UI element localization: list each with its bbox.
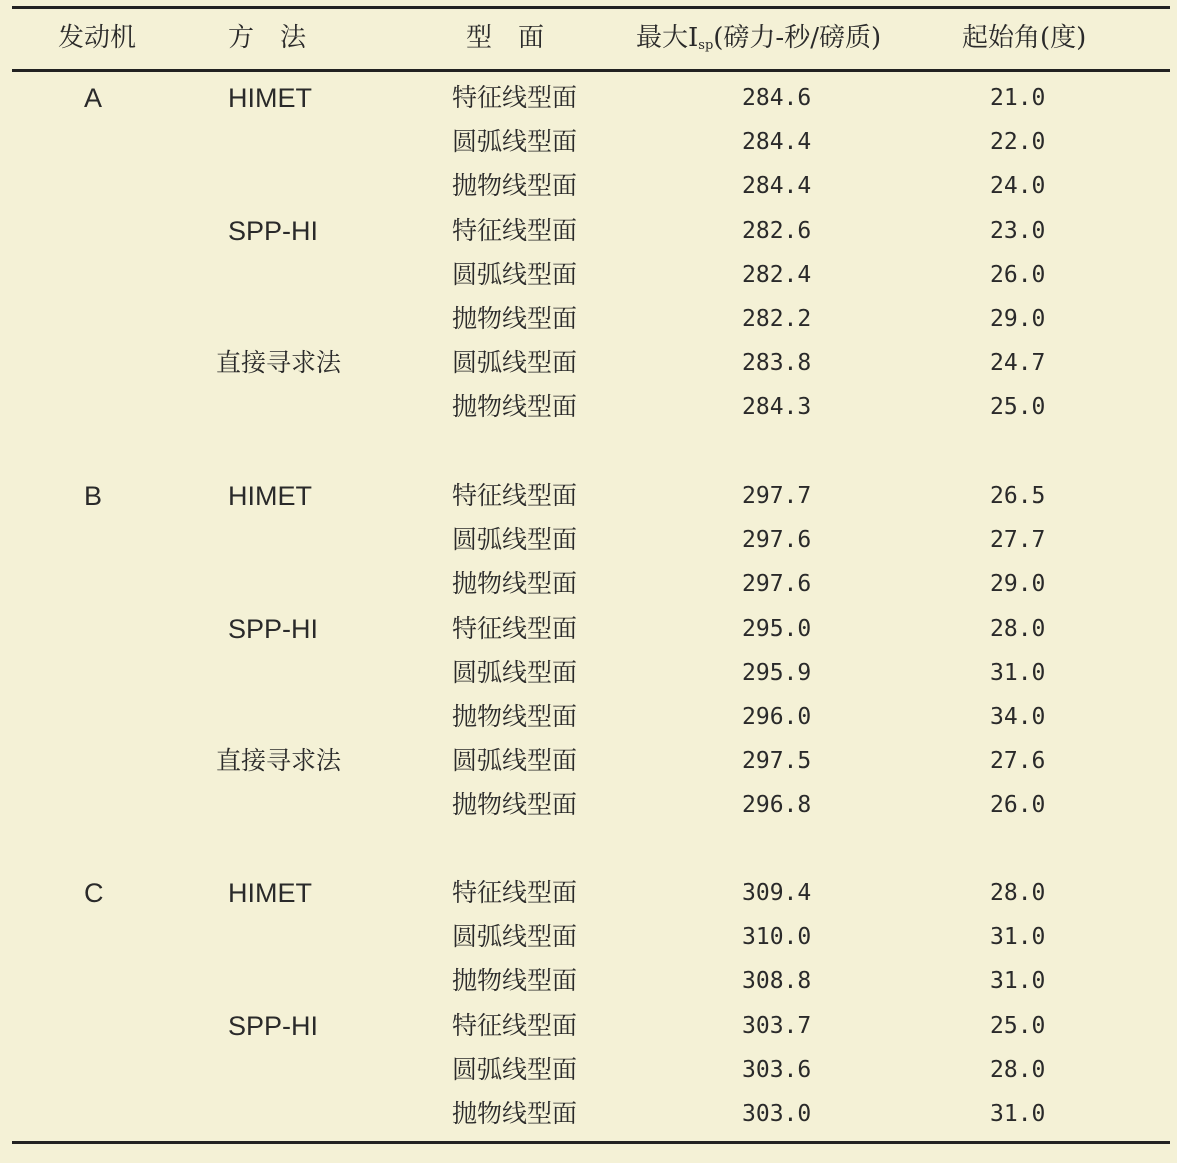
isp-cell: 284.6	[742, 85, 812, 111]
isp-cell: 284.3	[742, 394, 812, 421]
engine-label: C	[84, 878, 104, 908]
isp-cell: 297.6	[742, 527, 812, 554]
engine-label: B	[84, 481, 103, 511]
profile-cell: 特征线型面	[452, 481, 578, 510]
isp-cell: 284.4	[742, 129, 812, 156]
angle-cell: 26.5	[990, 483, 1046, 509]
method-label: SPP-HI	[228, 215, 319, 246]
profile-cell: 抛物线型面	[452, 304, 578, 333]
angle-cell: 21.0	[990, 85, 1046, 111]
method-label: HIMET	[228, 481, 312, 511]
profile-cell: 圆弧线型面	[452, 657, 578, 687]
angle-cell: 27.6	[990, 748, 1046, 775]
angle-cell: 25.0	[990, 1012, 1046, 1039]
isp-cell: 282.2	[742, 306, 812, 332]
isp-cell: 297.6	[742, 571, 812, 598]
method-label: SPP-HI	[228, 613, 319, 644]
angle-cell: 23.0	[990, 217, 1046, 244]
method-label: 直接寻求法	[216, 746, 342, 776]
header-engine: 发动机	[58, 23, 137, 53]
method-label: 直接寻求法	[216, 348, 342, 378]
isp-cell: 297.7	[742, 483, 812, 509]
header-angle: 起始角(度)	[962, 23, 1087, 53]
isp-cell: 282.4	[742, 261, 812, 288]
profile-cell: 特征线型面	[452, 613, 578, 643]
isp-cell: 308.8	[742, 968, 812, 995]
profile-cell: 特征线型面	[452, 1010, 578, 1040]
method-label: HIMET	[228, 878, 312, 908]
isp-cell: 284.4	[742, 173, 812, 200]
isp-cell: 282.6	[742, 217, 812, 244]
angle-cell: 31.0	[990, 924, 1046, 951]
angle-cell: 26.0	[990, 261, 1046, 288]
angle-cell: 22.0	[990, 129, 1046, 156]
angle-cell: 24.0	[990, 173, 1046, 200]
isp-cell: 283.8	[742, 350, 812, 377]
isp-cell: 310.0	[742, 924, 812, 951]
header-isp-unit: (磅力-秒/磅质)	[713, 23, 882, 53]
isp-cell: 303.0	[742, 1101, 812, 1127]
profile-cell: 抛物线型面	[452, 1099, 578, 1128]
isp-cell: 309.4	[742, 880, 812, 906]
bottom-rule	[12, 1141, 1170, 1144]
isp-cell: 297.5	[742, 748, 812, 775]
method-label: HIMET	[228, 83, 312, 113]
profile-cell: 抛物线型面	[452, 702, 578, 731]
profile-cell: 圆弧线型面	[452, 1054, 578, 1084]
angle-cell: 34.0	[990, 704, 1046, 730]
header-method: 方 法	[228, 23, 307, 53]
header-isp	[636, 18, 881, 58]
profile-cell: 抛物线型面	[452, 790, 578, 820]
profile-cell: 特征线型面	[452, 215, 578, 245]
angle-cell: 29.0	[990, 571, 1046, 598]
angle-cell: 29.0	[990, 306, 1046, 332]
angle-cell: 31.0	[990, 1101, 1046, 1127]
angle-cell: 27.7	[990, 527, 1046, 554]
profile-cell: 特征线型面	[452, 83, 578, 112]
header-rule	[12, 69, 1170, 72]
profile-cell: 圆弧线型面	[452, 922, 578, 952]
profile-cell: 抛物线型面	[452, 569, 578, 599]
angle-cell: 26.0	[990, 792, 1046, 819]
profile-cell: 特征线型面	[452, 878, 578, 907]
isp-cell: 295.0	[742, 615, 812, 642]
angle-cell: 28.0	[990, 880, 1046, 906]
profile-cell: 圆弧线型面	[452, 525, 578, 555]
profile-cell: 抛物线型面	[452, 171, 578, 201]
isp-cell: 295.9	[742, 659, 812, 686]
angle-cell: 31.0	[990, 659, 1046, 686]
header-profile: 型 面	[466, 23, 545, 53]
angle-cell: 24.7	[990, 350, 1046, 377]
isp-cell: 296.8	[742, 792, 812, 819]
header-isp-main: 最大I	[636, 23, 699, 53]
isp-cell: 303.6	[742, 1056, 812, 1083]
angle-cell: 28.0	[990, 1056, 1046, 1083]
profile-cell: 圆弧线型面	[452, 348, 578, 378]
method-label: SPP-HI	[228, 1010, 319, 1041]
top-rule	[12, 6, 1170, 9]
angle-cell: 28.0	[990, 615, 1046, 642]
isp-cell: 303.7	[742, 1012, 812, 1039]
angle-cell: 25.0	[990, 394, 1046, 421]
engine-label: A	[84, 83, 103, 113]
profile-cell: 抛物线型面	[452, 966, 578, 996]
profile-cell: 圆弧线型面	[452, 259, 578, 289]
profile-cell: 圆弧线型面	[452, 746, 578, 776]
profile-cell: 圆弧线型面	[452, 127, 578, 157]
header-isp-sub: sp	[698, 38, 714, 53]
isp-cell: 296.0	[742, 704, 812, 730]
profile-cell: 抛物线型面	[452, 392, 578, 422]
angle-cell: 31.0	[990, 968, 1046, 995]
